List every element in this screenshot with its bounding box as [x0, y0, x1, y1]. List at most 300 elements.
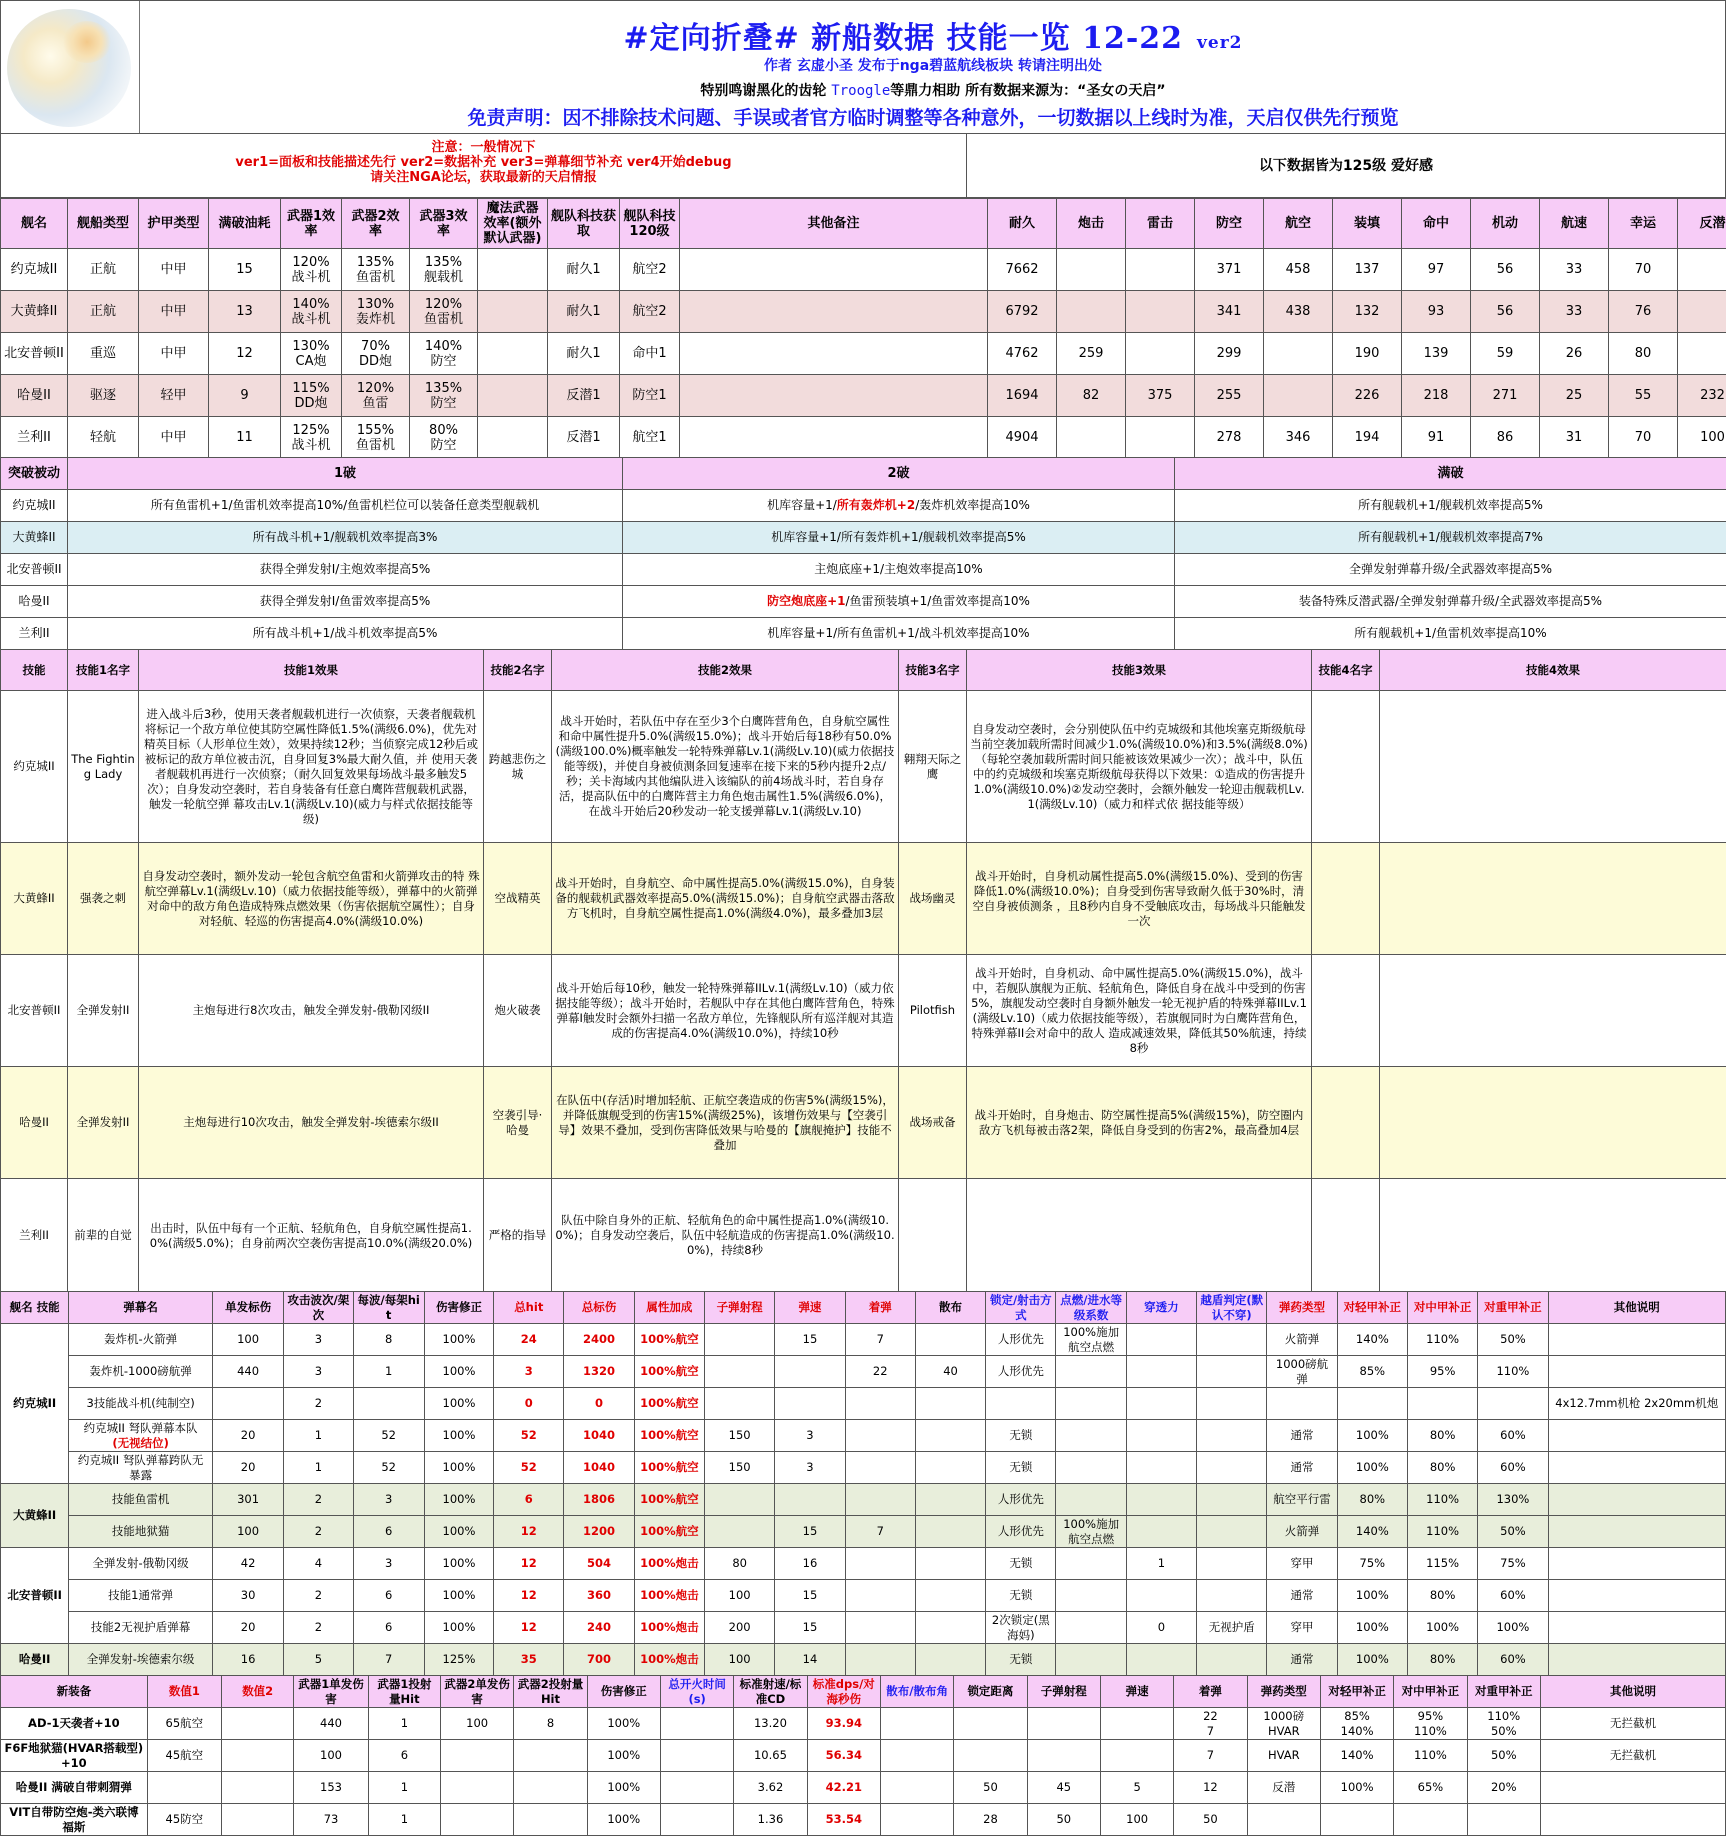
barrage-cell-heavy: 60% — [1478, 1644, 1548, 1676]
equipment-cell-d2 — [440, 1804, 513, 1836]
barrage-cell-tdmg: 1806 — [564, 1484, 634, 1516]
stats-cell-luck: 80 — [1609, 333, 1678, 375]
barrage-cell-speed: 16 — [775, 1548, 845, 1580]
barrage-cell-spread — [915, 1484, 985, 1516]
equipment-cell-range: 50 — [1027, 1804, 1100, 1836]
barrage-cell-mod: 125% — [424, 1644, 493, 1676]
stats-row — [1, 417, 1726, 459]
barrage-cell-speed: 15 — [775, 1324, 845, 1356]
barrage-cell-lock: 无锁 — [986, 1420, 1056, 1452]
skills-ship-name: 约克城II — [1, 691, 68, 843]
barrage-cell-tdmg: 504 — [564, 1548, 634, 1580]
version-text: ver2 — [1197, 33, 1243, 53]
skill-3-effect: 战斗开始时，自身炮击、防空属性提高5%(满级15%)，防空圈内敌方飞机每被击落2架，降低自身受到的伤害2%，最高叠加4层 — [967, 1067, 1312, 1179]
barrage-cell-range — [705, 1324, 775, 1356]
stats-cell-avi: 346 — [1264, 417, 1333, 459]
barrage-row — [1, 1516, 1726, 1548]
stats-cell-fp — [1057, 291, 1126, 333]
equipment-header-cell: 对轻甲补正 — [1320, 1676, 1393, 1708]
barrage-cell-heavy — [1478, 1388, 1548, 1420]
title-text: #定向折叠# 新船数据 技能一览 12-22 — [623, 21, 1184, 56]
stats-cell-magic — [478, 291, 548, 333]
barrage-row — [1, 1356, 1726, 1388]
barrage-cell-attr: 100%航空 — [634, 1324, 704, 1356]
equipment-cell-mod: 100% — [587, 1740, 660, 1772]
barrage-cell-waves: 2 — [284, 1388, 353, 1420]
equipment-header-cell: 对中甲补正 — [1394, 1676, 1467, 1708]
barrage-cell-ammo: 穿甲 — [1267, 1548, 1337, 1580]
stats-cell-trp — [1126, 249, 1195, 291]
barrage-cell-mod: 100% — [424, 1452, 493, 1484]
barrage-cell-range: 150 — [705, 1420, 775, 1452]
equipment-cell-dps: 42.21 — [807, 1772, 880, 1804]
equipment-cell-fire — [660, 1740, 733, 1772]
stats-cell-avi — [1264, 333, 1333, 375]
barrage-cell-range: 150 — [705, 1452, 775, 1484]
barrage-cell-shield — [1197, 1452, 1267, 1484]
barrage-cell-impact — [845, 1420, 915, 1452]
equipment-header-cell: 武器1单发伤害 — [294, 1676, 368, 1708]
equipment-header-cell: 着弹 — [1174, 1676, 1247, 1708]
barrage-cell-speed: 3 — [775, 1452, 845, 1484]
barrage-cell-medium: 115% — [1407, 1548, 1477, 1580]
barrage-cell-thit: 6 — [494, 1484, 564, 1516]
skills-header-cell: 技能1效果 — [139, 650, 484, 691]
breakthrough-2: 机库容量+1/所有鱼雷机+1/战斗机效率提高10% — [623, 618, 1175, 650]
breakthrough-2: 防空炮底座+1/鱼雷预装填+1/鱼雷效率提高10% — [623, 586, 1175, 618]
stats-header-cell: 武器2效率 — [342, 199, 410, 249]
barrage-cell-lock: 无锁 — [986, 1452, 1056, 1484]
skill-3-effect: 战斗开始时，自身机动属性提高5.0%(满级15.0%)、受到的伤害降低1.0%(满级10.0%)；自身受到伤害导致耐久低于30%时，清空自身被侦测条 ，且8秒内自身不受触底攻击，每场战斗只能触发一次 — [967, 843, 1312, 955]
barrage-cell-dmg: 100 — [212, 1324, 283, 1356]
equipment-cell-d1: 100 — [294, 1740, 368, 1772]
barrage-cell-heavy: 60% — [1478, 1420, 1548, 1452]
skills-ship-name: 北安普顿II — [1, 955, 68, 1067]
stats-row — [1, 291, 1726, 333]
skill-2-name: 跨越悲伤之城 — [484, 691, 552, 843]
barrage-cell-impact — [845, 1548, 915, 1580]
equipment-cell-light: 100% — [1320, 1772, 1393, 1804]
barrage-cell-heavy: 50% — [1478, 1324, 1548, 1356]
equipment-cell-v1: 45航空 — [147, 1740, 221, 1772]
barrage-cell-waves: 2 — [284, 1580, 353, 1612]
breakthrough-table — [0, 457, 1726, 650]
stats-cell-oil: 11 — [209, 417, 281, 459]
stats-cell-armor: 中甲 — [139, 333, 209, 375]
stats-cell-type: 正航 — [68, 249, 139, 291]
stats-cell-avi: 438 — [1264, 291, 1333, 333]
barrage-cell-light: 140% — [1337, 1516, 1407, 1548]
barrage-cell-light: 100% — [1337, 1420, 1407, 1452]
equipment-header-cell: 总开火时间(s) — [660, 1676, 733, 1708]
stats-table — [0, 198, 1726, 459]
breakthrough-3: 全弹发射弹幕升级/全武器效率提高5% — [1175, 554, 1726, 586]
equipment-header-cell: 子弹射程 — [1027, 1676, 1100, 1708]
barrage-cell-light: 100% — [1337, 1644, 1407, 1676]
barrage-cell-hits: 8 — [353, 1324, 424, 1356]
stats-cell-tech: 耐久1 — [548, 333, 620, 375]
barrage-cell-other: 4x12.7mm机枪 2x20mm机炮 — [1548, 1388, 1725, 1420]
stats-cell-w2: 130% 轰炸机 — [342, 291, 410, 333]
barrage-cell-range — [705, 1484, 775, 1516]
stats-cell-w1: 115% DD炮 — [281, 375, 342, 417]
barrage-cell-dmg: 100 — [212, 1516, 283, 1548]
equipment-cell-d2 — [440, 1772, 513, 1804]
barrage-name-note: (无视结位) — [112, 1435, 169, 1450]
barrage-cell-tdmg: 240 — [564, 1612, 634, 1644]
barrage-cell-impact — [845, 1484, 915, 1516]
barrage-cell-mod: 100% — [424, 1484, 493, 1516]
barrage-cell-impact — [845, 1580, 915, 1612]
breakthrough-header-cell: 1破 — [68, 458, 623, 490]
barrage-cell-ign — [1056, 1356, 1126, 1388]
stats-cell-asw: 232 — [1678, 375, 1726, 417]
equipment-cell-ammo: HVAR — [1247, 1740, 1320, 1772]
skill-3-name — [899, 1179, 967, 1293]
barrage-cell-ign — [1056, 1612, 1126, 1644]
stats-cell-fp — [1057, 417, 1126, 459]
barrage-cell-range: 200 — [705, 1612, 775, 1644]
stats-cell-eva: 86 — [1471, 417, 1540, 459]
breakthrough-header-cell: 满破 — [1175, 458, 1726, 490]
stats-cell-fp: 259 — [1057, 333, 1126, 375]
barrage-cell-medium: 80% — [1407, 1452, 1477, 1484]
barrage-cell-lock: 2次锁定(黑海妈) — [986, 1612, 1056, 1644]
barrage-table — [0, 1291, 1726, 1676]
barrage-cell-mod: 100% — [424, 1548, 493, 1580]
barrage-cell-pen — [1126, 1324, 1196, 1356]
logo-image — [1, 1, 140, 133]
stats-cell-w3: 135% 防空 — [410, 375, 478, 417]
barrage-cell-mod: 100% — [424, 1612, 493, 1644]
equipment-cell-impact: 12 — [1174, 1772, 1247, 1804]
barrage-cell-other — [1548, 1516, 1725, 1548]
barrage-cell-spread — [915, 1324, 985, 1356]
skills-table — [0, 649, 1726, 1293]
barrage-cell-mod: 100% — [424, 1388, 493, 1420]
barrage-cell-ammo — [1267, 1388, 1337, 1420]
stats-cell-aa: 299 — [1195, 333, 1264, 375]
skill-3-name: Pilotfish — [899, 955, 967, 1067]
barrage-cell-spread: 40 — [915, 1356, 985, 1388]
barrage-cell-thit: 24 — [494, 1324, 564, 1356]
barrage-header-cell: 子弹射程 — [705, 1292, 775, 1324]
skill-4-effect — [1380, 955, 1726, 1067]
stats-cell-eva: 59 — [1471, 333, 1540, 375]
barrage-cell-medium: 80% — [1407, 1420, 1477, 1452]
equipment-cell-h1: 6 — [368, 1740, 440, 1772]
equipment-cell-d2 — [440, 1740, 513, 1772]
equipment-cell-lock — [954, 1740, 1027, 1772]
barrage-cell-ammo: 航空平行雷 — [1267, 1484, 1337, 1516]
stats-cell-luck: 55 — [1609, 375, 1678, 417]
stats-cell-tech120: 航空2 — [620, 291, 680, 333]
barrage-cell-ammo: 通常 — [1267, 1452, 1337, 1484]
barrage-cell-hits — [353, 1388, 424, 1420]
barrage-header-cell: 舰名 技能 — [1, 1292, 69, 1324]
skill-1-effect: 主炮每进行10次攻击，触发全弹发射-埃德索尔级II — [139, 1067, 484, 1179]
skill-4-name — [1312, 691, 1380, 843]
equipment-cell-h2: 8 — [514, 1708, 587, 1740]
stats-cell-magic — [478, 333, 548, 375]
stats-header-cell: 舰船类型 — [68, 199, 139, 249]
stats-cell-armor: 中甲 — [139, 291, 209, 333]
stats-cell-luck: 70 — [1609, 417, 1678, 459]
barrage-cell-ign — [1056, 1644, 1126, 1676]
equipment-cell-name: 哈曼II 满破自带刺猬弹 — [1, 1772, 148, 1804]
skill-3-name: 翱翔天际之鹰 — [899, 691, 967, 843]
barrage-cell-speed: 15 — [775, 1516, 845, 1548]
barrage-cell-dmg: 301 — [212, 1484, 283, 1516]
equipment-cell-v1 — [147, 1772, 221, 1804]
stats-cell-type: 正航 — [68, 291, 139, 333]
barrage-cell-shield — [1197, 1484, 1267, 1516]
breakthrough-2: 主炮底座+1/主炮效率提高10% — [623, 554, 1175, 586]
barrage-cell-hits: 6 — [353, 1516, 424, 1548]
skill-4-name — [1312, 955, 1380, 1067]
equipment-row — [1, 1708, 1726, 1740]
barrage-cell-thit: 52 — [494, 1452, 564, 1484]
breakthrough-3: 所有舰载机+1/鱼雷机效率提高10% — [1175, 618, 1726, 650]
barrage-cell-impact — [845, 1388, 915, 1420]
stats-header-cell: 舰名 — [1, 199, 68, 249]
barrage-cell-pen — [1126, 1356, 1196, 1388]
barrage-ship-name: 哈曼II — [1, 1644, 69, 1676]
author-line: 作者 玄虚小圣 发布于nga碧蓝航线板块 转请注明出处 — [763, 58, 1103, 74]
barrage-cell-heavy: 60% — [1478, 1580, 1548, 1612]
breakthrough-row — [1, 554, 1726, 586]
barrage-cell-pen — [1126, 1580, 1196, 1612]
stats-cell-w3: 140% 防空 — [410, 333, 478, 375]
skills-header-row — [1, 650, 1726, 691]
breakthrough-row — [1, 490, 1726, 522]
barrage-cell-shield — [1197, 1644, 1267, 1676]
breakthrough-1: 获得全弹发射I/主炮效率提高5% — [68, 554, 623, 586]
stats-cell-spd: 31 — [1540, 417, 1609, 459]
equipment-cell-h2 — [514, 1740, 587, 1772]
barrage-cell-impact — [845, 1612, 915, 1644]
equipment-cell-range — [1027, 1708, 1100, 1740]
barrage-cell-spread — [915, 1516, 985, 1548]
stats-cell-name: 约克城II — [1, 249, 68, 291]
stats-cell-tech: 反潜1 — [548, 417, 620, 459]
stats-cell-rld: 137 — [1333, 249, 1402, 291]
equipment-cell-speed: 100 — [1100, 1804, 1173, 1836]
equipment-cell-ammo: 1000磅 HVAR — [1247, 1708, 1320, 1740]
barrage-cell-tdmg: 1200 — [564, 1516, 634, 1548]
barrage-row — [1, 1548, 1726, 1580]
stats-cell-hp: 7662 — [988, 249, 1057, 291]
barrage-cell-thit: 12 — [494, 1612, 564, 1644]
barrage-cell-other — [1548, 1420, 1725, 1452]
skill-1-name: The Fighting Lady — [68, 691, 139, 843]
barrage-cell-ign — [1056, 1388, 1126, 1420]
stats-cell-armor: 轻甲 — [139, 375, 209, 417]
barrage-cell-impact: 7 — [845, 1516, 915, 1548]
skills-header-cell: 技能4效果 — [1380, 650, 1726, 691]
barrage-cell-spread — [915, 1644, 985, 1676]
barrage-cell-waves: 1 — [284, 1452, 353, 1484]
equipment-cell-ammo: 反潜 — [1247, 1772, 1320, 1804]
equipment-cell-medium — [1394, 1804, 1467, 1836]
barrage-cell-waves: 1 — [284, 1420, 353, 1452]
skill-4-name — [1312, 1067, 1380, 1179]
equipment-header-cell: 武器2投射量Hit — [514, 1676, 587, 1708]
skills-ship-name: 哈曼II — [1, 1067, 68, 1179]
barrage-cell-dmg: 42 — [212, 1548, 283, 1580]
stats-cell-w1: 125% 战斗机 — [281, 417, 342, 459]
equipment-cell-dps: 53.54 — [807, 1804, 880, 1836]
barrage-cell-range — [705, 1356, 775, 1388]
stats-cell-w3: 135% 舰载机 — [410, 249, 478, 291]
notes-line-2: ver1=面板和技能描述先行 ver2=数据补充 ver3=弹幕细节补充 ver4开始debug — [235, 155, 732, 170]
stats-cell-oil: 12 — [209, 333, 281, 375]
barrage-cell-thit: 3 — [494, 1356, 564, 1388]
barrage-cell-impact: 22 — [845, 1356, 915, 1388]
barrage-header-cell: 着弹 — [845, 1292, 915, 1324]
stats-cell-trp — [1126, 291, 1195, 333]
barrage-cell-tdmg: 2400 — [564, 1324, 634, 1356]
equipment-cell-medium: 65% — [1394, 1772, 1467, 1804]
stats-cell-rld: 190 — [1333, 333, 1402, 375]
barrage-cell-pen — [1126, 1420, 1196, 1452]
barrage-cell-lock — [986, 1388, 1056, 1420]
barrage-cell-speed — [775, 1356, 845, 1388]
barrage-cell-attr: 100%航空 — [634, 1388, 704, 1420]
barrage-cell-other — [1548, 1644, 1725, 1676]
barrage-cell-ign — [1056, 1548, 1126, 1580]
skill-2-name: 炮火破袭 — [484, 955, 552, 1067]
skills-header-cell: 技能3名字 — [899, 650, 967, 691]
breakthrough-3: 装备特殊反潜武器/全弹发射弹幕升级/全武器效率提高5% — [1175, 586, 1726, 618]
barrage-cell-spread — [915, 1548, 985, 1580]
barrage-cell-attr: 100%航空 — [634, 1356, 704, 1388]
skills-header-cell: 技能2名字 — [484, 650, 552, 691]
equipment-cell-heavy: 110% 50% — [1467, 1708, 1540, 1740]
level-note: 以下数据皆为125级 爱好感 — [967, 134, 1726, 198]
barrage-cell-thit: 12 — [494, 1580, 564, 1612]
equipment-cell-h1: 1 — [368, 1708, 440, 1740]
barrage-cell-ign: 100%施加航空点燃 — [1056, 1516, 1126, 1548]
barrage-cell-hits: 52 — [353, 1452, 424, 1484]
barrage-cell-heavy: 75% — [1478, 1548, 1548, 1580]
equipment-header-cell: 弹药类型 — [1247, 1676, 1320, 1708]
barrage-header-cell: 单发标伤 — [212, 1292, 283, 1324]
stats-header-cell: 防空 — [1195, 199, 1264, 249]
notes-line-3: 请关注NGA论坛，获取最新的天启情报 — [370, 170, 597, 185]
barrage-cell-attr: 100%航空 — [634, 1516, 704, 1548]
stats-cell-rld: 194 — [1333, 417, 1402, 459]
equipment-cell-dps: 93.94 — [807, 1708, 880, 1740]
barrage-cell-medium: 100% — [1407, 1612, 1477, 1644]
barrage-ship-name: 北安普顿II — [1, 1548, 69, 1644]
barrage-cell-hits: 52 — [353, 1420, 424, 1452]
stats-cell-w3: 80% 防空 — [410, 417, 478, 459]
equipment-cell-cd: 1.36 — [734, 1804, 807, 1836]
barrage-cell-ign — [1056, 1420, 1126, 1452]
barrage-cell-light: 75% — [1337, 1548, 1407, 1580]
skills-header-cell: 技能4名字 — [1312, 650, 1380, 691]
barrage-cell-pen: 0 — [1126, 1612, 1196, 1644]
barrage-cell-heavy: 100% — [1478, 1612, 1548, 1644]
thanks-post: 等鼎力相助 所有数据来源为：“圣女の天启” — [890, 83, 1166, 99]
barrage-header-cell: 对重甲补正 — [1478, 1292, 1548, 1324]
equipment-header-cell: 弹速 — [1100, 1676, 1173, 1708]
stats-header-cell: 航空 — [1264, 199, 1333, 249]
barrage-cell-ammo: 通常 — [1267, 1420, 1337, 1452]
barrage-cell-speed: 15 — [775, 1580, 845, 1612]
equipment-cell-d2: 100 — [440, 1708, 513, 1740]
sheet-header — [0, 0, 1726, 134]
barrage-name: 全弹发射-埃德索尔级 — [69, 1644, 213, 1676]
barrage-header-cell: 总标伤 — [564, 1292, 634, 1324]
barrage-cell-attr: 100%炮击 — [634, 1548, 704, 1580]
stats-cell-armor: 中甲 — [139, 417, 209, 459]
barrage-cell-dmg — [212, 1388, 283, 1420]
skills-row — [1, 1067, 1726, 1179]
stats-row — [1, 375, 1726, 417]
stats-header-cell: 武器1效率 — [281, 199, 342, 249]
barrage-cell-range — [705, 1516, 775, 1548]
barrage-header-cell: 对中甲补正 — [1407, 1292, 1477, 1324]
stats-cell-magic — [478, 417, 548, 459]
equipment-cell-cd: 13.20 — [734, 1708, 807, 1740]
equipment-cell-fire — [660, 1804, 733, 1836]
stats-row — [1, 249, 1726, 291]
stats-cell-type: 驱逐 — [68, 375, 139, 417]
barrage-cell-waves: 4 — [284, 1548, 353, 1580]
barrage-cell-ign — [1056, 1580, 1126, 1612]
barrage-cell-ign — [1056, 1484, 1126, 1516]
barrage-cell-mod: 100% — [424, 1420, 493, 1452]
barrage-cell-tdmg: 1320 — [564, 1356, 634, 1388]
stats-cell-eva: 56 — [1471, 249, 1540, 291]
stats-cell-hp: 6792 — [988, 291, 1057, 333]
stats-cell-magic — [478, 249, 548, 291]
equipment-cell-d1: 73 — [294, 1804, 368, 1836]
stats-cell-acc: 91 — [1402, 417, 1471, 459]
barrage-cell-ammo: 火箭弹 — [1267, 1516, 1337, 1548]
barrage-cell-tdmg: 360 — [564, 1580, 634, 1612]
barrage-cell-heavy: 130% — [1478, 1484, 1548, 1516]
equipment-cell-medium: 95% 110% — [1394, 1708, 1467, 1740]
barrage-cell-hits: 7 — [353, 1644, 424, 1676]
stats-cell-aa: 278 — [1195, 417, 1264, 459]
barrage-header-cell: 伤害修正 — [424, 1292, 493, 1324]
barrage-cell-mod: 100% — [424, 1580, 493, 1612]
barrage-cell-ammo: 火箭弹 — [1267, 1324, 1337, 1356]
skill-1-effect: 主炮每进行8次攻击，触发全弹发射-俄勒冈级II — [139, 955, 484, 1067]
barrage-cell-thit: 12 — [494, 1548, 564, 1580]
equipment-cell-ammo — [1247, 1804, 1320, 1836]
skill-4-effect — [1380, 1179, 1726, 1293]
skill-3-name: 战场戒备 — [899, 1067, 967, 1179]
stats-cell-note — [680, 291, 988, 333]
skill-1-name: 全弹发射II — [68, 1067, 139, 1179]
equipment-cell-h1: 1 — [368, 1772, 440, 1804]
stats-cell-oil: 15 — [209, 249, 281, 291]
barrage-header-cell: 弹速 — [775, 1292, 845, 1324]
barrage-name: 轰炸机-火箭弹 — [69, 1324, 213, 1356]
barrage-name: 3技能战斗机(纯制空) — [69, 1388, 213, 1420]
equipment-header-cell: 数值2 — [222, 1676, 294, 1708]
highlight-text: 防空炮底座+1 — [767, 594, 846, 608]
barrage-cell-light: 100% — [1337, 1612, 1407, 1644]
stats-cell-oil: 13 — [209, 291, 281, 333]
skill-4-name — [1312, 1179, 1380, 1293]
breakthrough-ship-name: 大黄蜂II — [1, 522, 68, 554]
skill-3-effect: 战斗开始时，自身机动、命中属性提高5.0%(满级15.0%)，战斗中，若舰队旗舰为正航、轻航角色，降低自身在战斗中受到的伤害5%，旗舰发动空袭时自身额外触发一轮无视护盾的特殊弹幕IILv.1(满级Lv.10)（威力依据技能等级），若旗舰同时为白鹰阵营角色，特殊弹幕II会对命中的敌人 造成减速效果，降低其50%航速，持续8秒 — [967, 955, 1312, 1067]
